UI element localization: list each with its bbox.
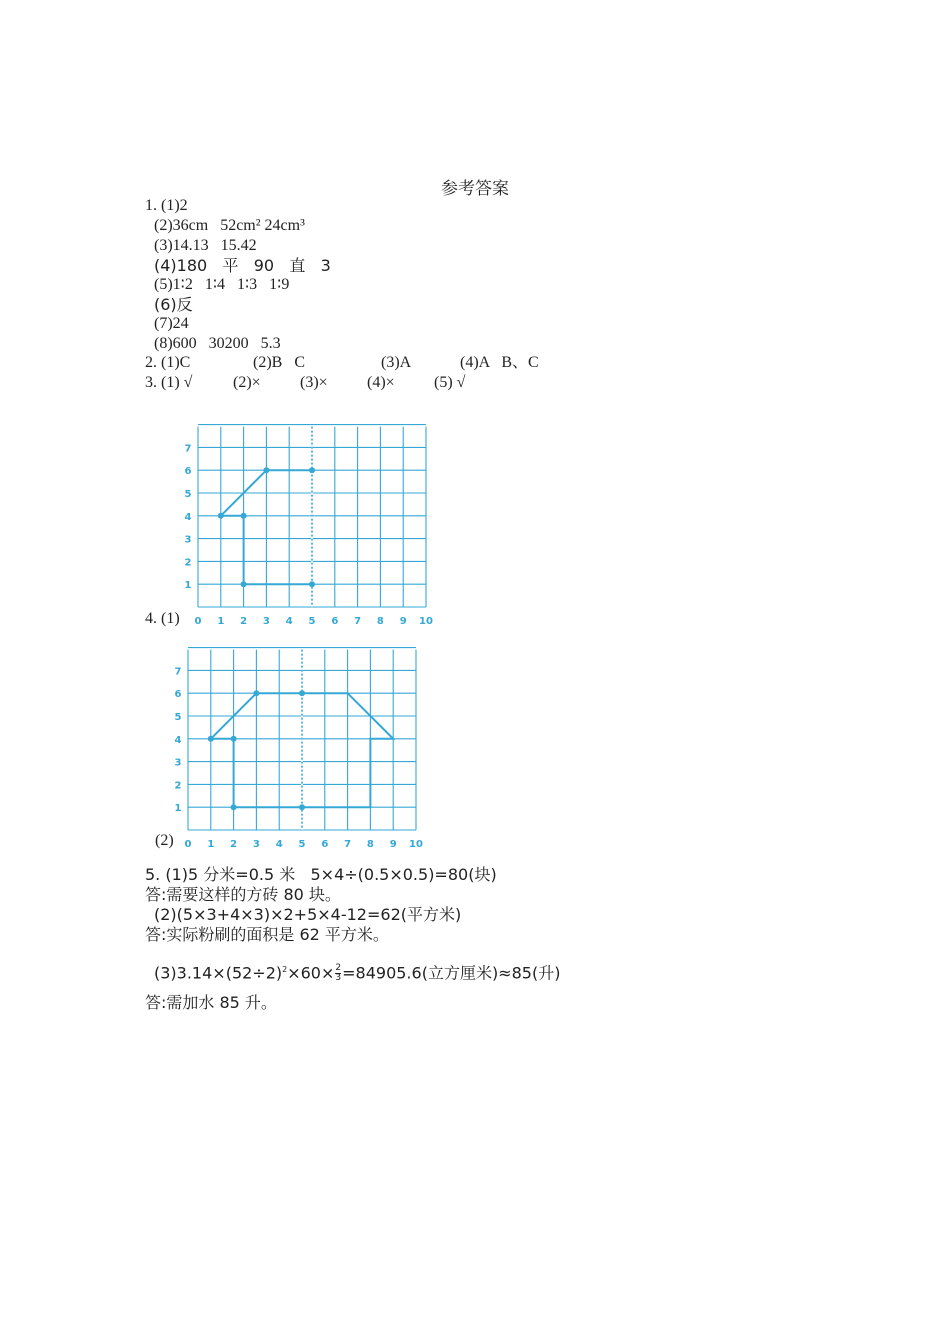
x-tick-label: 7 bbox=[344, 839, 352, 850]
x-tick-label: 1 bbox=[217, 616, 225, 627]
grid-1-svg bbox=[170, 420, 440, 630]
vertex-dot bbox=[309, 467, 315, 473]
y-tick-label: 7 bbox=[174, 666, 182, 678]
vertex-dot bbox=[241, 581, 247, 587]
vertex-dot bbox=[299, 690, 305, 696]
y-tick-label: 1 bbox=[174, 803, 182, 815]
q2-answer-4: (4)A B、C bbox=[460, 354, 539, 371]
y-tick-label: 4 bbox=[174, 734, 182, 746]
x-tick-label: 6 bbox=[321, 839, 329, 850]
y-tick-label: 4 bbox=[184, 511, 192, 523]
fraction-numerator: 2 bbox=[335, 963, 342, 974]
vertex-dot bbox=[231, 736, 237, 742]
x-tick-label: 8 bbox=[366, 839, 374, 850]
x-tick-label: 3 bbox=[262, 616, 270, 627]
q5-line-3: (2)(5×3+4×3)×2+5×4-12=62(平方米) bbox=[154, 905, 462, 924]
y-tick-label: 2 bbox=[174, 780, 182, 792]
q3-answer-1: 3. (1) √ bbox=[145, 374, 193, 391]
q3-answer-4: (4)× bbox=[367, 374, 395, 391]
vertex-dot bbox=[253, 690, 259, 696]
fraction-denominator: 3 bbox=[335, 973, 342, 984]
x-tick-label: 3 bbox=[252, 839, 260, 850]
q1-line-8: (8)600 30200 5.3 bbox=[154, 335, 281, 352]
q1-line-5: (5)1∶2 1∶4 1∶3 1∶9 bbox=[154, 276, 290, 293]
q1-line-2: (2)36cm 52cm² 24cm³ bbox=[154, 217, 305, 234]
x-tick-label: 2 bbox=[230, 839, 238, 850]
x-tick-label: 10 bbox=[409, 839, 423, 850]
vertex-dot bbox=[208, 736, 214, 742]
y-tick-label: 6 bbox=[184, 466, 192, 478]
q5-line-5-part-a: (3)3.14×(52÷2) bbox=[154, 963, 283, 983]
q5-line-5-part-c: ×60× bbox=[287, 963, 335, 983]
vertex-dot bbox=[263, 467, 269, 473]
x-tick-label: 8 bbox=[376, 616, 384, 627]
q1-line-6: (6)反 bbox=[154, 295, 193, 314]
q5-line-2: 答:需要这样的方砖 80 块。 bbox=[145, 885, 341, 904]
x-tick-label: 4 bbox=[275, 839, 283, 850]
x-tick-label: 5 bbox=[308, 616, 316, 627]
grid-figure-2 bbox=[160, 644, 430, 854]
x-tick-label: 2 bbox=[240, 616, 248, 627]
vertex-dot bbox=[231, 804, 237, 810]
q1-line-7: (7)24 bbox=[154, 315, 189, 332]
q2-answer-2: (2)B C bbox=[253, 354, 305, 371]
fraction bbox=[335, 964, 341, 983]
x-tick-label: 4 bbox=[285, 616, 293, 627]
q5-exponent: 2 bbox=[282, 965, 288, 974]
vertex-dot bbox=[241, 513, 247, 519]
q2-answer-1: 2. (1)C bbox=[145, 354, 191, 371]
q3-answer-3: (3)× bbox=[300, 374, 328, 391]
q5-line-1: 5. (1)5 分米=0.5 米 5×4÷(0.5×0.5)=80(块) bbox=[145, 865, 497, 884]
vertex-dot bbox=[299, 804, 305, 810]
q2-answer-3: (3)A bbox=[381, 354, 412, 371]
page-title: 参考答案 bbox=[441, 179, 509, 199]
y-tick-label: 5 bbox=[184, 489, 192, 500]
x-tick-label: 0 bbox=[194, 616, 202, 627]
q5-line-4: 答:实际粉刷的面积是 62 平方米。 bbox=[145, 925, 389, 944]
q5-line-5-part-d: =84905.6(立方厘米)≈85(升) bbox=[342, 963, 561, 983]
y-tick-label: 7 bbox=[184, 443, 192, 455]
q1-line-3: (3)14.13 15.42 bbox=[154, 237, 257, 254]
q4-label-2: (2) bbox=[155, 832, 174, 849]
q4-label-1: 4. (1) bbox=[145, 610, 180, 627]
q5-line-5 bbox=[154, 960, 560, 983]
x-tick-label: 5 bbox=[298, 839, 306, 850]
y-tick-label: 3 bbox=[174, 757, 182, 769]
x-tick-label: 10 bbox=[419, 616, 433, 627]
x-tick-label: 6 bbox=[331, 616, 339, 627]
vertex-dot bbox=[218, 513, 224, 519]
q3-answer-2: (2)× bbox=[233, 374, 261, 391]
x-tick-label: 7 bbox=[354, 616, 362, 627]
y-tick-label: 2 bbox=[184, 557, 192, 569]
vertex-dot bbox=[309, 581, 315, 587]
y-tick-label: 6 bbox=[174, 689, 182, 701]
x-tick-label: 1 bbox=[207, 839, 215, 850]
grid-2-svg bbox=[160, 644, 430, 854]
x-tick-label: 9 bbox=[399, 616, 407, 627]
x-tick-label: 9 bbox=[389, 839, 397, 850]
x-tick-label: 0 bbox=[184, 839, 192, 850]
q3-answer-5: (5) √ bbox=[434, 374, 466, 391]
q5-line-6: 答:需加水 85 升。 bbox=[145, 993, 277, 1012]
q1-line-1: 1. (1)2 bbox=[145, 197, 188, 214]
grid-figure-1 bbox=[170, 420, 440, 630]
y-tick-label: 3 bbox=[184, 534, 192, 546]
q1-line-4: (4)180 平 90 直 3 bbox=[154, 256, 331, 275]
y-tick-label: 1 bbox=[184, 580, 192, 592]
y-tick-label: 5 bbox=[174, 712, 182, 723]
